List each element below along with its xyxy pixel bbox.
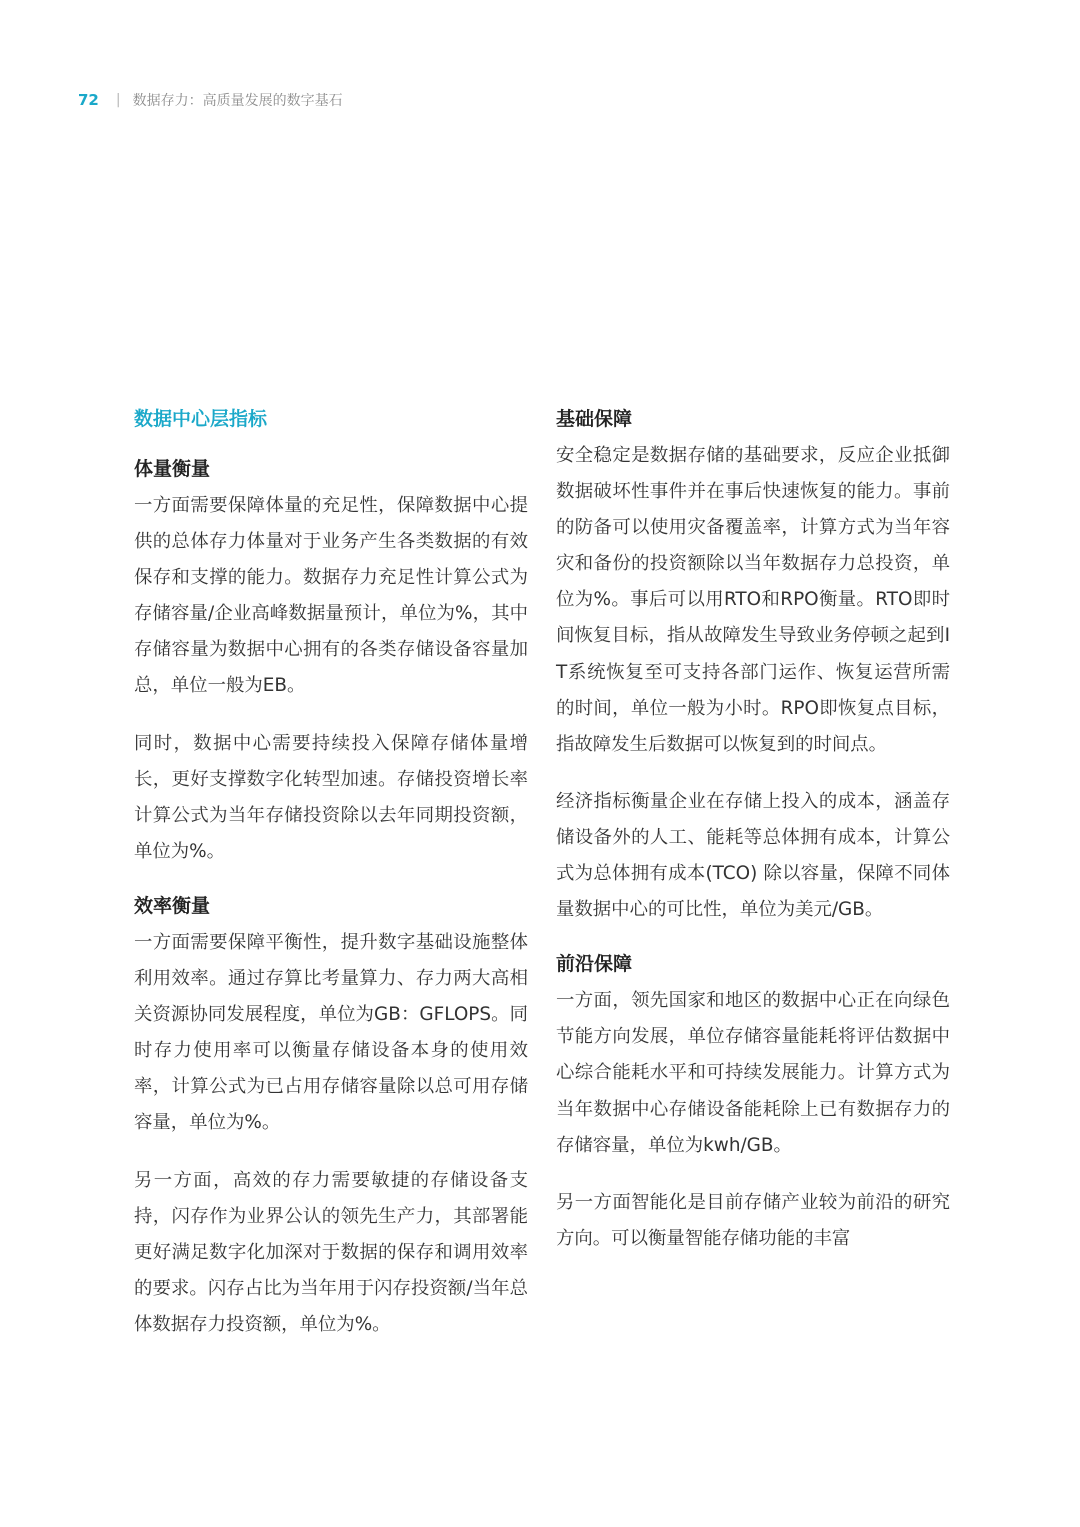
running-header — [78, 89, 343, 111]
header-separator: | — [115, 92, 121, 108]
running-title: 数据存力：高质量发展的数字基石 — [132, 93, 343, 109]
paragraph-frontier-1: 一方面，领先国家和地区的数据中心正在向绿色节能方向发展，单位存储容量能耗将评估数据中心综合能耗水平和可持续发展能力。计算方式为当年数据中心存储设备能耗除上已有数据存力的存储容量，单位为kwh/GB。 — [556, 990, 950, 1156]
subheading-volume: 体量衡量 — [134, 458, 211, 480]
paragraph-volume-2: 同时，数据中心需要持续投入保障存储体量增长，更好支撑数字化转型加速。存储投资增长率计算公式为当年存储投资除以去年同期投资额，单位为%。 — [134, 732, 528, 862]
paragraph-volume-1: 一方面需要保障体量的充足性，保障数据中心提供的总体存力体量对于业务产生各类数据的有效保存和支撑的能力。数据存力充足性计算公式为存储容量/企业高峰数据量预计，单位为%，其中存储容量为数据中心拥有的各类存储设备容量加总，单位一般为EB。 — [134, 495, 528, 697]
subheading-frontier-security: 前沿保障 — [556, 953, 633, 976]
section-title: 数据中心层指标 — [134, 408, 268, 430]
left-column — [134, 400, 528, 1343]
paragraph-frontier-2: 另一方面智能化是目前存储产业较为前沿的研究方向。可以衡量智能存储功能的丰富 — [556, 1191, 950, 1249]
subheading-efficiency: 效率衡量 — [134, 894, 211, 917]
paragraph-basic-security-2: 经济指标衡量企业在存储上投入的成本，涵盖存储设备外的人工、能耗等总体拥有成本，计算公式为总体拥有成本(TCO) 除以容量，保障不同体量数据中心的可比性，单位为美元/GB。 — [556, 790, 950, 921]
paragraph-efficiency-2: 另一方面，高效的存力需要敏捷的存储设备支持，闪存作为业界公认的领先生产力，其部署能更好满足数字化加深对于数据的保存和调用效率的要求。闪存占比为当年用于闪存投资额/当年总体数据存力投资额，单位为%。 — [134, 1169, 528, 1335]
page-number: 72 — [78, 91, 99, 109]
paragraph-basic-security-1: 安全稳定是数据存储的基础要求，反应企业抵御数据破坏性事件并在事后快速恢复的能力。事前的防备可以使用灾备覆盖率，计算方式为当年容灾和备份的投资额除以当年数据存力总投资，单位为%。事后可以用RTO和RPO衡量。RTO即时间恢复目标，指从故障发生导致业务停顿之起到IT系统恢复至可支持各部门运作、恢复运营所需的时间，单位一般为小时。RPO即恢复点目标，指故障发生后数据可以恢复到的时间点。 — [556, 445, 950, 755]
paragraph-efficiency-1: 一方面需要保障平衡性，提升数字基础设施整体利用效率。通过存算比考量算力、存力两大高相关资源协同发展程度，单位为GB：GFLOPS。同时存力使用率可以衡量存储设备本身的使用效率，计算公式为已占用存储容量除以总可用存储容量，单位为%。 — [134, 931, 528, 1134]
right-column — [556, 400, 950, 1257]
subheading-basic-security: 基础保障 — [556, 408, 633, 430]
